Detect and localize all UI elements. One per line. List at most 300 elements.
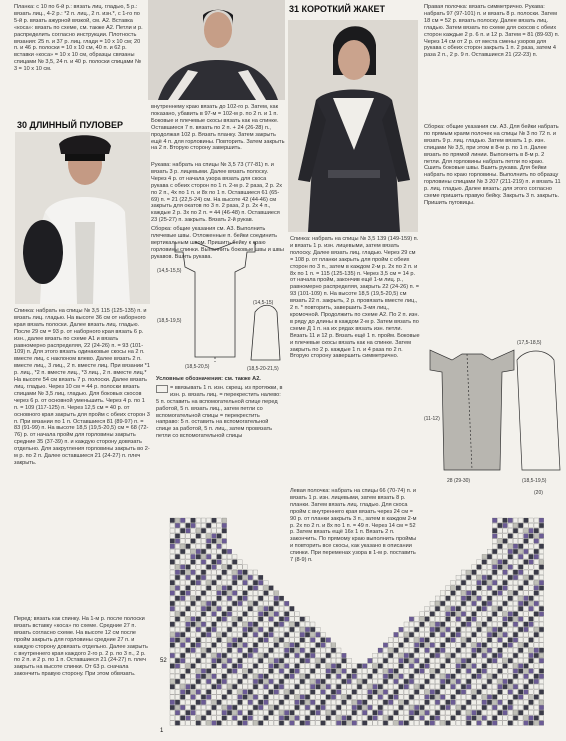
chart-cell [503,669,508,674]
chart-cell [399,700,404,705]
chart-cell [518,669,523,674]
chart-cell [274,705,279,710]
chart-cell [440,627,445,632]
chart-cell [477,700,482,705]
chart-cell [409,716,414,721]
chart-cell [461,669,466,674]
chart-cell [170,539,175,544]
chart-cell [310,653,315,658]
chart-cell [170,570,175,575]
chart-cell [399,658,404,663]
chart-cell [243,632,248,637]
chart-cell [487,617,492,622]
chart-cell [175,580,180,585]
chart-cell [222,591,227,596]
chart-cell [258,612,263,617]
chart-cell [487,679,492,684]
chart-cell [508,544,513,549]
chart-cell [206,549,211,554]
dim-label: (11-12) [424,416,440,422]
chart-cell [248,596,253,601]
chart-cell [409,669,414,674]
chart-cell [331,700,336,705]
chart-cell [425,653,430,658]
chart-cell [378,684,383,689]
chart-cell [279,669,284,674]
chart-cell [284,638,289,643]
chart-cell [248,591,253,596]
chart-cell [295,617,300,622]
chart-cell [451,669,456,674]
chart-cell [316,627,321,632]
chart-cell [258,575,263,580]
chart-cell [383,684,388,689]
chart-cell [446,632,451,637]
chart-cell [331,684,336,689]
chart-cell [477,664,482,669]
chart-cell [529,648,534,653]
chart-cell [212,565,217,570]
chart-cell [180,570,185,575]
chart-cell [388,710,393,715]
chart-cell [212,669,217,674]
chart-cell [529,710,534,715]
chart-cell [539,643,544,648]
paragraph-back: Спинка: набрать на спицы № 3,5 115 (125-135) п. и вязать лиц. гладью. На высоте 36 см от наборного края вязать полоски. Далее вязать лиц. гладью. После 29 см = 93 р. от наборного края вязать 6 р. изн., далее вязать по схеме А1 и вязать равномерно распределяя, 22 (24-26) п. = 93 (101-109) п. Для этого вязать одинаковые скосы на 2 п. вместе лиц. с наклоном влево. Далее вязать 2 п. вместе лиц., 3 лиц., 2 п. вместе лиц. При вязании *1 р. лиц., *2 п. вместе лиц., *3 лиц., 2 п. вместе лиц.* На высоте 54 см вязать 7 р. полоски. Далее вязать лиц. гладью. Через 10 см = 44 р. полоски вязать спицами № 3,5 лиц. гладью. Для боковых скосов через 6 р. от основной уменьшить. Через 4 р. по 1 п. = 109 (117-125) п. Через 12,5 см = 40 р. от основного края закрыть для пройм с обеих сторон 3 п. При вязании по 1 п. Оставшиеся 81 (89-97) п. = 83 (91-99) п. На высоте 18,5 (19,5-20,5) см = 68 (72-76) р. от начала пройм для горловины закрыть средние 35 (37-39) п. и каждую сторону довязать отдельно. Для закругления горловины закрыть во 2-м р. по 2 п. Далее оставшиеся 21 (24-27) п. плеч закрыть. [14,308,150,466]
chart-cell [539,684,544,689]
chart-cell [212,586,217,591]
chart-cell [524,591,529,596]
chart-cell [394,632,399,637]
chart-cell [248,586,253,591]
chart-cell [196,627,201,632]
chart-cell [394,700,399,705]
chart-cell [295,716,300,721]
chart-cell [264,716,269,721]
chart-cell [206,617,211,622]
chart-cell [414,658,419,663]
chart-cell [368,664,373,669]
chart-cell [383,674,388,679]
chart-cell [336,690,341,695]
chart-cell [446,674,451,679]
chart-cell [232,664,237,669]
chart-cell [321,674,326,679]
chart-cell [461,664,466,669]
chart-cell [524,601,529,606]
chart-cell [212,632,217,637]
chart-cell [508,539,513,544]
chart-cell [518,643,523,648]
chart-cell [466,638,471,643]
chart-cell [336,648,341,653]
chart-cell [378,653,383,658]
chart-cell [451,638,456,643]
chart-cell [482,565,487,570]
chart-cell [191,648,196,653]
chart-cell [222,539,227,544]
chart-cell [326,684,331,689]
legend-items: = ввязывать 1 п. изн. скрещ. из протяжки, в изн. р. вязать лиц. = перекрестить налево: 5 п. оставить на вспомогательной спице перед работой, 5 п. вязать лиц., затем петли со вспомогательной спицы = перекрестить направо: 5 п. оставить на вспомогательной спице за работой, 5 п. лиц., затем провязать петли со вспомогательной спицы [156,384,283,440]
chart-cell [539,586,544,591]
chart-cell [352,690,357,695]
chart-cell [274,632,279,637]
chart-cell [336,716,341,721]
chart-cell [373,716,378,721]
chart-cell [217,586,222,591]
chart-cell [477,575,482,580]
dim-label: (17,5-18,5) [517,340,542,346]
chart-cell [409,627,414,632]
chart-cell [310,716,315,721]
chart-cell [186,518,191,523]
chart-cell [404,684,409,689]
chart-cell [383,643,388,648]
chart-cell [279,690,284,695]
chart-cell [227,549,232,554]
chart-cell [217,554,222,559]
chart-cell [342,690,347,695]
chart-cell [518,544,523,549]
chart-cell [238,627,243,632]
chart-cell [196,674,201,679]
chart-cell [492,632,497,637]
chart-cell [503,664,508,669]
chart-cell [196,679,201,684]
chart-cell [321,638,326,643]
chart-cell [498,565,503,570]
chart-cell [357,716,362,721]
chart-cell [222,518,227,523]
chart-cell [513,716,518,721]
chart-cell [394,710,399,715]
chart-cell [269,622,274,627]
chart-cell [284,684,289,689]
chart-cell [238,648,243,653]
chart-cell [243,606,248,611]
chart-cell [248,658,253,663]
chart-cell [248,664,253,669]
chart-cell [326,690,331,695]
chart-cell [269,643,274,648]
chart-cell [175,643,180,648]
knit-chart-svg [160,512,560,736]
chart-cell [482,648,487,653]
chart-cell [284,669,289,674]
chart-cell [435,700,440,705]
chart-cell [222,638,227,643]
chart-cell [217,565,222,570]
chart-cell [180,674,185,679]
chart-cell [492,721,497,726]
chart-cell [212,617,217,622]
chart-cell [206,653,211,658]
chart-cell [534,575,539,580]
chart-cell [258,627,263,632]
chart-cell [321,669,326,674]
chart-cell [456,690,461,695]
chart-cell [284,716,289,721]
chart-cell [456,716,461,721]
chart-cell [513,518,518,523]
chart-cell [321,653,326,658]
chart-cell [232,705,237,710]
chart-cell [466,684,471,689]
chart-cell [326,710,331,715]
chart-cell [175,658,180,663]
chart-cell [274,684,279,689]
chart-cell [513,695,518,700]
chart-cell [513,684,518,689]
text-column-1-body [14,308,150,614]
chart-cell [284,700,289,705]
chart-cell [321,695,326,700]
chart-cell [238,596,243,601]
chart-cell [492,596,497,601]
chart-cell [201,721,206,726]
chart-cell [248,617,253,622]
chart-cell [227,695,232,700]
chart-cell [513,643,518,648]
paragraph-jacket-back: Спинка: набрать на спицы № 3,5 139 (149-159) п. и вязать 1 р. изн. лицевыми, затем вязать полоску. Далее вязать лиц. гладью. Через 29 см = 108 р. от планки закрыть для пройм с обеих сторон по 3 п., затем в каждом 2-м р. 2х по 2 п. и 8х по 1 п. = 115 (125-135) п. Через 3,5 см = 14 р. от начала пройм, закончив ещё 1-м лиц. р., равномерно распределяя, закрыть 22 (24-26) п. = 93 (101-109) п. На высоте 18,5 (19,5-20,5) см вязать 22 п. закрыть, 2 р. провязать вместе лиц., 2 п. * повторить, завершить 3-мя лиц., кромочной. Продолжить по схеме А2. По 2 п. изн. в ряду до длины в каждом 2-м р. Затем вязать по схеме Д 1 п. на их рядах вязать изн. петли. Вязать 11 и 12 р. Вязать ещё 1 п. пройм. Боковые и плечевые скосы вязать как на спинке. Затем закрыть по 2 р. каждые 1 п. и 4 раза по 2 п. Вторую сторону завершить симметрично. [290,236,420,360]
chart-cell [440,606,445,611]
chart-cell [420,690,425,695]
chart-cell [191,627,196,632]
chart-cell [274,622,279,627]
chart-cell [378,721,383,726]
chart-cell [196,554,201,559]
chart-cell [290,643,295,648]
chart-cell [269,664,274,669]
chart-cell [264,695,269,700]
chart-cell [201,549,206,554]
chart-cell [487,565,492,570]
chart-cell [451,580,456,585]
chart-cell [487,596,492,601]
chart-cell [212,674,217,679]
chart-cell [248,710,253,715]
chart-cell [290,674,295,679]
chart-cell [264,591,269,596]
chart-cell [316,700,321,705]
chart-cell [487,591,492,596]
chart-cell [472,658,477,663]
chart-cell [368,674,373,679]
chart-cell [524,565,529,570]
dim-label: (14,5-15,5) [157,268,182,274]
chart-cell [477,638,482,643]
chart-cell [175,664,180,669]
chart-cell [529,700,534,705]
chart-cell [222,596,227,601]
chart-cell [362,690,367,695]
chart-cell [539,549,544,554]
chart-cell [284,653,289,658]
chart-cell [284,679,289,684]
chart-cell [336,664,341,669]
chart-cell [243,674,248,679]
chart-cell [508,622,513,627]
chart-cell [399,632,404,637]
chart-cell [264,601,269,606]
chart-cell [206,700,211,705]
chart-cell [253,705,258,710]
chart-cell [222,721,227,726]
chart-cell [492,710,497,715]
chart-cell [466,653,471,658]
chart-cell [409,653,414,658]
chart-cell [180,617,185,622]
chart-cell [170,565,175,570]
chart-cell [180,643,185,648]
chart-cell [295,700,300,705]
chart-cell [279,596,284,601]
chart-cell [466,674,471,679]
chart-cell [508,528,513,533]
chart-cell [492,690,497,695]
chart-cell [498,612,503,617]
chart-cell [430,658,435,663]
chart-cell [238,606,243,611]
chart-cell [466,679,471,684]
chart-cell [222,627,227,632]
chart-cell [404,664,409,669]
chart-cell [430,601,435,606]
chart-cell [440,700,445,705]
chart-cell [201,664,206,669]
chart-cell [212,648,217,653]
chart-cell [232,658,237,663]
chart-cell [477,570,482,575]
chart-cell [232,721,237,726]
chart-cell [222,612,227,617]
chart-cell [326,695,331,700]
chart-cell [378,716,383,721]
chart-cell [508,716,513,721]
chart-cell [446,601,451,606]
chart-cell [498,539,503,544]
legend-swatch-icon [156,385,168,393]
chart-cell [217,653,222,658]
chart-cell [461,695,466,700]
chart-cell [186,554,191,559]
chart-cell [534,710,539,715]
chart-cell [170,586,175,591]
chart-cell [336,721,341,726]
chart-cell [186,586,191,591]
chart-cell [534,596,539,601]
chart-cell [300,648,305,653]
chart-cell [461,591,466,596]
chart-cell [466,658,471,663]
chart-cell [518,622,523,627]
chart-cell [492,518,497,523]
chart-cell [378,679,383,684]
chart-cell [430,612,435,617]
chart-cell [425,674,430,679]
chart-cell [269,601,274,606]
chart-cell [300,674,305,679]
chart-cell [295,695,300,700]
chart-cell [212,560,217,565]
chart-cell [170,612,175,617]
chart-cell [258,658,263,663]
chart-cell [170,638,175,643]
chart-cell [316,679,321,684]
chart-cell [539,518,544,523]
chart-cell [388,653,393,658]
chart-cell [258,700,263,705]
chart-cell [232,570,237,575]
pullover-back-schematic [155,232,283,372]
chart-cell [243,653,248,658]
chart-cell [425,679,430,684]
chart-cell [238,622,243,627]
chart-cell [466,570,471,575]
chart-cell [222,695,227,700]
chart-cell [498,684,503,689]
chart-cell [518,612,523,617]
chart-cell [196,560,201,565]
section-title: ДЛИННЫЙ ПУЛОВЕР [29,120,124,130]
chart-cell [222,544,227,549]
chart-cell [451,596,456,601]
chart-cell [425,632,430,637]
chart-cell [430,679,435,684]
chart-cell [331,669,336,674]
chart-cell [284,710,289,715]
chart-cell [201,518,206,523]
chart-cell [539,710,544,715]
chart-cell [472,565,477,570]
chart-cell [321,690,326,695]
chart-cell [409,674,414,679]
chart-cell [321,710,326,715]
chart-cell [295,632,300,637]
chart-cell [539,622,544,627]
chart-cell [482,560,487,565]
chart-cell [498,580,503,585]
chart-cell [321,658,326,663]
chart-cell [482,684,487,689]
chart-cell [357,684,362,689]
chart-cell [175,700,180,705]
chart-cell [420,612,425,617]
chart-cell [253,721,258,726]
chart-cell [295,679,300,684]
chart-cell [492,601,497,606]
chart-cell [420,710,425,715]
chart-cell [409,710,414,715]
chart-cell [503,544,508,549]
chart-cell [482,643,487,648]
chart-cell [175,695,180,700]
chart-cell [264,653,269,658]
chart-cell [227,575,232,580]
chart-cell [243,565,248,570]
chart-cell [472,601,477,606]
chart-cell [503,638,508,643]
chart-cell [191,658,196,663]
chart-cell [508,627,513,632]
chart-cell [518,664,523,669]
chart-cell [170,580,175,585]
chart-cell [347,669,352,674]
chart-cell [186,700,191,705]
chart-cell [503,705,508,710]
chart-cell [331,705,336,710]
chart-cell [539,700,544,705]
